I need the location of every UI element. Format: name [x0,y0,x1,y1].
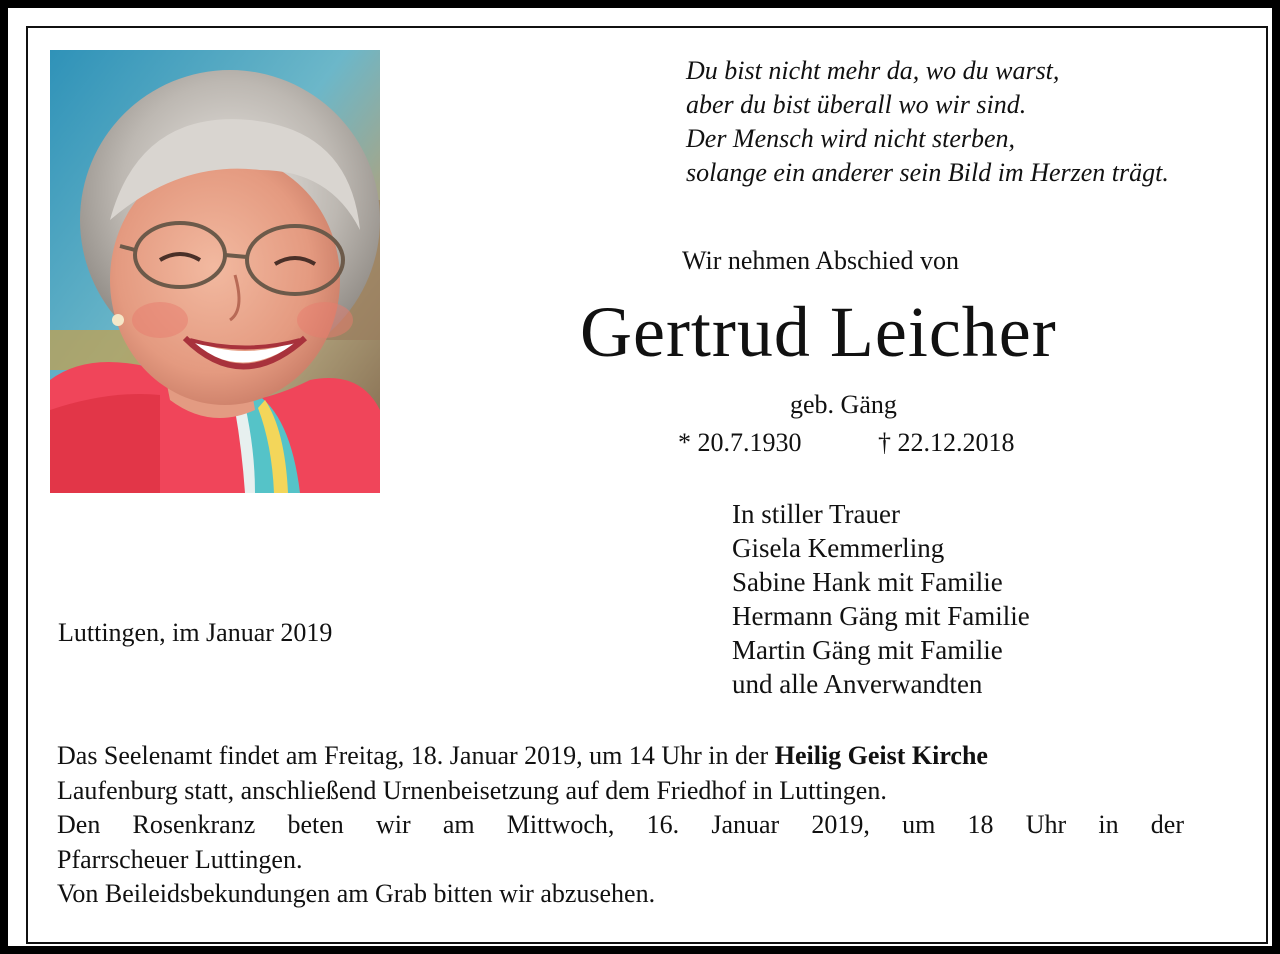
poem-line: Du bist nicht mehr da, wo du warst, [686,56,1060,85]
poem-line: aber du bist überall wo wir sind. [686,90,1027,119]
notice-line-1 [57,739,1184,774]
mourners-list [732,497,1030,701]
church-name: Heilig Geist Kirche [774,741,988,770]
notice-line-2: Laufenburg statt, anschließend Urnenbeisetzung auf dem Friedhof in Luttingen. [57,775,887,805]
notice-line-1-text: Das Seelenamt findet am Freitag, 18. Januar 2019, um 14 Uhr in der [57,741,775,770]
notice-line-3: Den Rosenkranz beten wir am Mittwoch, 16. Januar 2019, um 18 Uhr in der [57,810,1184,839]
notice-line-4: Pfarrscheuer Luttingen. [57,844,303,874]
birth-name: geb. Gäng [790,390,897,419]
poem-line: Der Mensch wird nicht sterben, [686,124,1016,153]
mourners-intro: In stiller Trauer [732,499,900,529]
notice-line-5: Von Beileidsbekundungen am Grab bitten wir abzusehen. [57,879,656,908]
mourner-name: Martin Gäng mit Familie [732,635,1003,665]
poem-line: solange ein anderer sein Bild im Herzen trägt. [686,158,1169,187]
mourner-name: und alle Anverwandten [732,669,983,699]
birth-date: * 20.7.1930 [678,428,802,457]
mourner-name: Sabine Hank mit Familie [732,567,1003,597]
farewell-text: Wir nehmen Abschied von [682,246,959,275]
deceased-name: Gertrud Leicher [580,292,1057,372]
service-notice [57,739,1184,912]
place-date: Luttingen, im Januar 2019 [58,618,333,647]
mourner-name: Hermann Gäng mit Familie [732,601,1030,631]
portrait-photo [50,50,380,493]
death-date: † 22.12.2018 [878,428,1015,457]
mourner-name: Gisela Kemmerling [732,533,945,563]
poem [686,54,1169,190]
